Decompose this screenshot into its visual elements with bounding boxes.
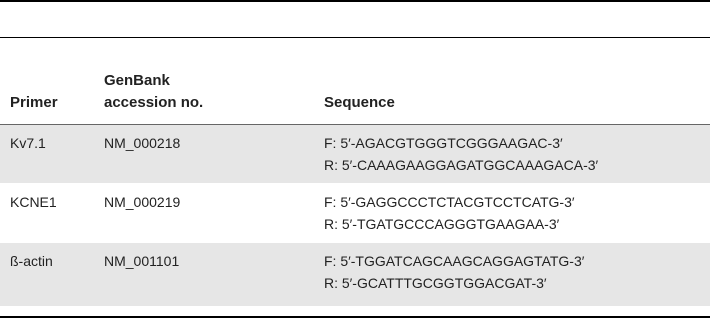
table-row bbox=[0, 243, 710, 307]
header-genbank bbox=[104, 38, 324, 125]
primer-name: KCNE1 bbox=[0, 184, 104, 243]
primer-name: ß-actin bbox=[0, 243, 104, 307]
forward-sequence: F: 5′-AGACGTGGGTCGGGAAGAC-3′ bbox=[324, 135, 563, 151]
sequence-cell bbox=[324, 125, 710, 184]
sequence-cell bbox=[324, 243, 710, 307]
header-genbank-line2: accession no. bbox=[104, 94, 204, 111]
reverse-sequence: R: 5′-GCATTTGCGGTGGACGAT-3′ bbox=[324, 275, 547, 291]
accession-number: NM_000218 bbox=[104, 125, 324, 184]
header-genbank-line1: GenBank bbox=[104, 72, 170, 89]
accession-number: NM_001101 bbox=[104, 243, 324, 307]
primer-table bbox=[0, 38, 710, 307]
primer-name: Kv7.1 bbox=[0, 125, 104, 184]
header-row bbox=[0, 38, 710, 125]
table-row bbox=[0, 184, 710, 243]
table-top-rule bbox=[0, 0, 710, 2]
table-row bbox=[0, 125, 710, 184]
reverse-sequence: R: 5′-TGATGCCCAGGGTGAAGAA-3′ bbox=[324, 216, 560, 232]
table-body bbox=[0, 125, 710, 307]
table-header bbox=[0, 38, 710, 125]
sequence-cell bbox=[324, 184, 710, 243]
forward-sequence: F: 5′-GAGGCCCTCTACGTCCTCATG-3′ bbox=[324, 194, 575, 210]
forward-sequence: F: 5′-TGGATCAGCAAGCAGGAGTATG-3′ bbox=[324, 253, 585, 269]
accession-number: NM_000219 bbox=[104, 184, 324, 243]
reverse-sequence: R: 5′-CAAAGAAGGAGATGGCAAAGACA-3′ bbox=[324, 157, 599, 173]
header-sequence: Sequence bbox=[324, 38, 710, 125]
header-primer: Primer bbox=[0, 38, 104, 125]
